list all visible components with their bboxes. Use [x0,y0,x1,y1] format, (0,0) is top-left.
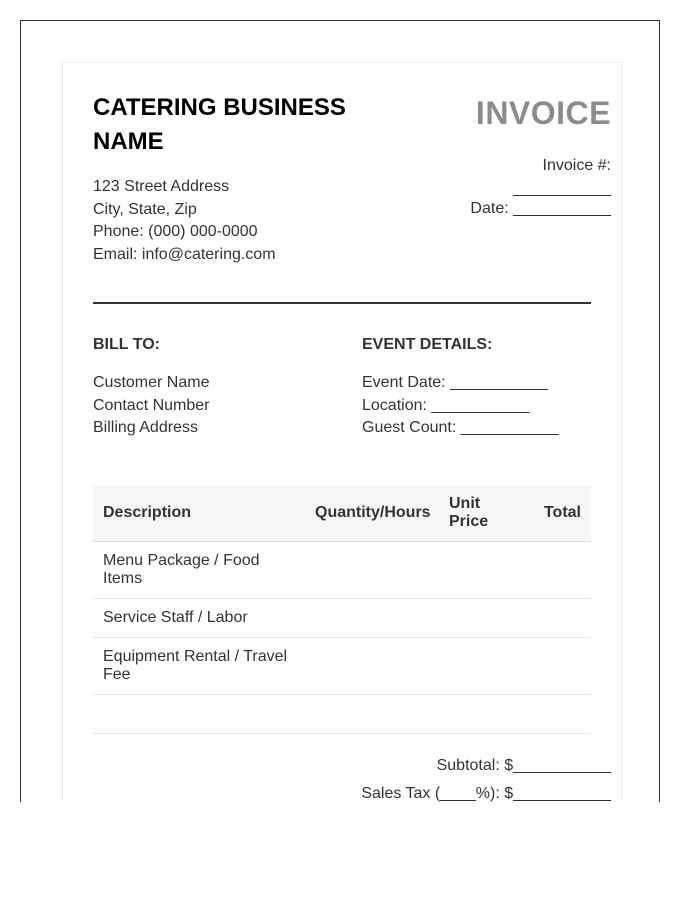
subtotal-line: Subtotal: $___________ [436,757,611,774]
business-phone: Phone: (000) 000-0000 [93,223,258,240]
business-city-state-zip: City, State, Zip [93,200,197,218]
invoice-title: INVOICE [475,95,611,131]
invoice-date: Date: ___________ [470,200,611,217]
table-header-row [93,485,591,542]
sales-tax-line: Sales Tax (____%): $___________ [361,785,611,802]
cell-total [521,638,591,695]
cell-total [521,542,591,599]
cell-description: Equipment Rental / Travel Fee [93,638,309,695]
invoice-page [62,62,622,802]
cell-quantity [309,638,439,695]
cell-quantity [309,695,439,734]
bill-to-heading: BILL TO: [93,336,160,353]
column-header-quantity: Quantity/Hours [309,485,439,542]
table-row [93,638,591,695]
bill-to-line: Billing Address [93,419,198,436]
cell-description: Service Staff / Labor [93,599,309,638]
invoice-number-block [513,155,611,200]
cell-description: Menu Package / Food Items [93,542,309,599]
cell-description [93,695,309,734]
cell-total [521,599,591,638]
bill-to-line: Customer Name [93,374,210,391]
column-header-unit-price: Unit Price [439,485,521,542]
business-address: 123 Street Address [93,178,230,195]
column-header-description: Description [93,485,309,542]
business-contact-block [93,176,276,266]
cell-unit-price [439,638,521,695]
business-name: CATERING BUSINESS NAME [93,94,346,155]
table-row [93,599,591,638]
table-row [93,695,591,734]
bill-to-line: Contact Number [93,396,210,414]
event-details-heading: EVENT DETAILS: [362,336,493,353]
cell-quantity [309,599,439,638]
business-email: Email: info@catering.com [93,245,276,263]
event-detail-line: Guest Count: ___________ [362,419,559,436]
cell-quantity [309,542,439,599]
header-divider [93,302,591,304]
event-details-block [362,372,559,440]
table-row [93,542,591,599]
event-detail-line: Location: ___________ [362,396,530,414]
cell-unit-price [439,542,521,599]
bill-to-block [93,372,210,440]
cell-unit-price [439,599,521,638]
document-frame [20,20,660,802]
cell-total [521,695,591,734]
column-header-total: Total [521,485,591,542]
cell-unit-price [439,695,521,734]
line-items-table [93,485,591,734]
invoice-number-label: Invoice #: [542,157,611,174]
invoice-number-blank: ___________ [513,179,611,197]
event-detail-line: Event Date: ___________ [362,374,548,391]
